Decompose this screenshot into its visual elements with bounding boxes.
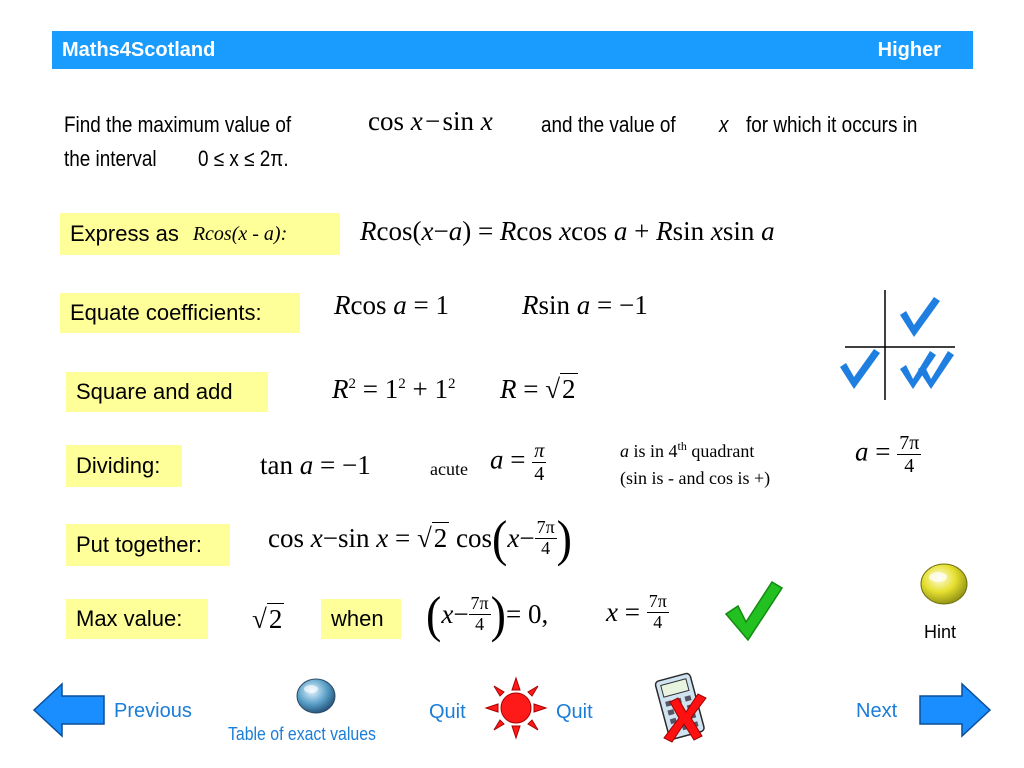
equate-label: Equate coefficients: (70, 300, 262, 325)
solution-equation: x = $\frac{7\pi}{4}$ (606, 591, 667, 632)
question-line1-b: and the value of (541, 112, 676, 137)
square-label: Square and add (76, 379, 233, 404)
equate-label-box (60, 293, 300, 333)
acute-label: acute (430, 459, 468, 479)
table-orb-icon[interactable] (294, 676, 338, 716)
when-label: when (331, 606, 384, 631)
equate-equation-sin: Rsin a = −1 (522, 290, 648, 320)
question-var-x: x (719, 112, 729, 137)
a-value: a = $\frac{7\pi}{4}$ (855, 432, 920, 477)
acute-fraction: $\frac{\pi}{4}$ (534, 440, 545, 485)
site-title: Maths4Scotland (62, 39, 216, 61)
question-expression: cos x − sin x (368, 106, 493, 136)
divide-label: Dividing: (76, 453, 161, 478)
square-label-box (66, 372, 268, 412)
check-icon (840, 349, 880, 389)
double-check-icon (900, 351, 954, 389)
solution-fraction: $\frac{7\pi}{4}$ (648, 591, 667, 632)
express-form: Rcos(x - a): (192, 222, 288, 245)
quit-sun-icon[interactable] (484, 676, 548, 740)
together-fraction: $\frac{7\pi}{4}$ (536, 517, 555, 558)
next-link[interactable]: Next (856, 700, 898, 722)
big-check-icon (722, 578, 784, 644)
express-label: Express as (70, 221, 179, 246)
r-value: R = √2 (500, 374, 576, 404)
equate-equation-cos: Rcos a = 1 (334, 290, 449, 320)
quit-link-left[interactable]: Quit (429, 701, 466, 723)
next-arrow-icon[interactable] (918, 682, 992, 738)
hint-icon[interactable] (918, 560, 970, 608)
when-label-box (321, 599, 401, 639)
quit-link-right[interactable]: Quit (556, 701, 593, 723)
combined-equation: cos x−sin x = √2 cos ( x− $\frac{7\pi}{4}$ ) (268, 510, 572, 567)
question-line1-a: Find the maximum value of (64, 112, 292, 137)
level-label: Higher (877, 39, 941, 61)
a-fraction: $\frac{7\pi}{4}$ (899, 432, 920, 477)
previous-arrow-icon[interactable] (32, 682, 106, 738)
quadrant-note-line1: a is in 4th quadrant (620, 439, 755, 461)
max-value: √2 (252, 604, 283, 634)
max-label-box (66, 599, 208, 639)
quadrant-note-line2: (sin is - and cos is +) (620, 468, 771, 488)
quadrant-diagram (830, 285, 960, 405)
check-icon (900, 297, 940, 337)
together-label: Put together: (76, 532, 202, 557)
question-interval: 0 ≤ x ≤ 2π. (198, 146, 289, 171)
when-fraction: $\frac{7\pi}{4}$ (470, 593, 489, 634)
acute-angle: a = $\frac{\pi}{4}$ (490, 440, 545, 485)
calculator-crossed-icon[interactable] (650, 668, 712, 746)
hint-label[interactable]: Hint (924, 622, 957, 642)
question-line1-c: for which it occurs in (746, 112, 918, 137)
table-exact-values-link[interactable]: Table of exact values (228, 724, 376, 744)
max-label: Max value: (76, 606, 183, 631)
together-label-box (66, 524, 230, 566)
expansion-equation: Rcos(x−a) = Rcos xcos a + Rsin xsin a (360, 216, 775, 246)
previous-link[interactable]: Previous (114, 700, 192, 722)
question-line2: the interval (64, 146, 157, 171)
tan-equation: tan a = −1 (260, 450, 371, 480)
divide-label-box (66, 445, 182, 487)
square-equation: $R^2 = 1^2 + 1^2$ (332, 374, 456, 404)
header-bar (52, 31, 973, 69)
express-label-box (60, 213, 340, 255)
when-equation: ( x− $\frac{7\pi}{4}$ ) = 0, (426, 586, 549, 643)
